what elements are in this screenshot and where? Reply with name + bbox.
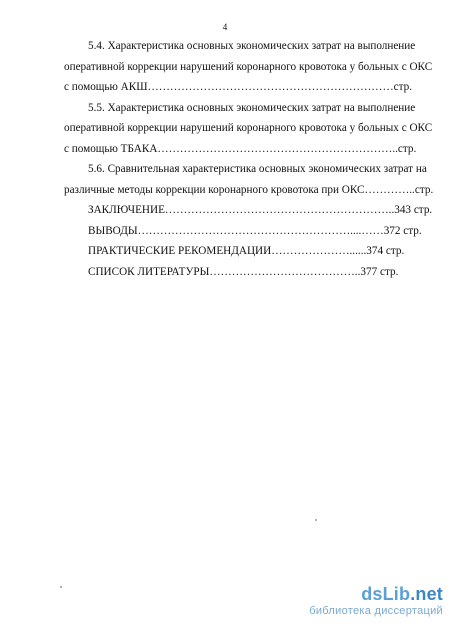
dslib-watermark: [302, 584, 447, 622]
toc-findings: ВЫВОДЫ…………………………………………………....……372 стр.: [88, 225, 422, 237]
scan-speck: [315, 519, 317, 521]
watermark-subtitle: библиотека диссертаций: [309, 605, 443, 617]
toc-5-5-line-2: оперативной коррекции нарушений коронарного кровотока у больных с ОКС: [64, 122, 433, 134]
toc-5-6-line-2: различные методы коррекции коронарного кровотока при ОКС…………..стр.: [64, 184, 434, 196]
toc-5-4-line-1: 5.4. Характеристика основных экономических затрат на выполнение: [88, 40, 416, 52]
toc-5-5-line-1: 5.5. Характеристика основных экономических затрат на выполнение: [88, 102, 416, 114]
toc-recommendations: ПРАКТИЧЕСКИЕ РЕКОМЕНДАЦИИ…………………......374 стр.: [88, 245, 405, 257]
toc-5-5-line-3: с помощью ТБАКА………………………………………………………..стр.: [64, 143, 417, 155]
toc-5-4-line-2: оперативной коррекции нарушений коронарного кровотока у больных с ОКС: [64, 61, 433, 73]
toc-references: СПИСОК ЛИТЕРАТУРЫ…………………………………..377 стр.: [88, 266, 399, 278]
watermark-logo-domain: .net: [410, 584, 443, 604]
scan-speck: [60, 586, 62, 588]
watermark-logo: [361, 584, 443, 605]
page-number: 4: [222, 22, 228, 32]
watermark-logo-main: dsLib: [361, 584, 411, 604]
toc-5-6-line-1: 5.6. Сравнительная характеристика основных экономических затрат на: [88, 163, 427, 175]
toc-5-4-line-3: с помощью АКШ…………………………………………………………стр.: [64, 81, 413, 93]
toc-conclusion: ЗАКЛЮЧЕНИЕ……………………………………………………..343 стр.: [88, 204, 433, 216]
